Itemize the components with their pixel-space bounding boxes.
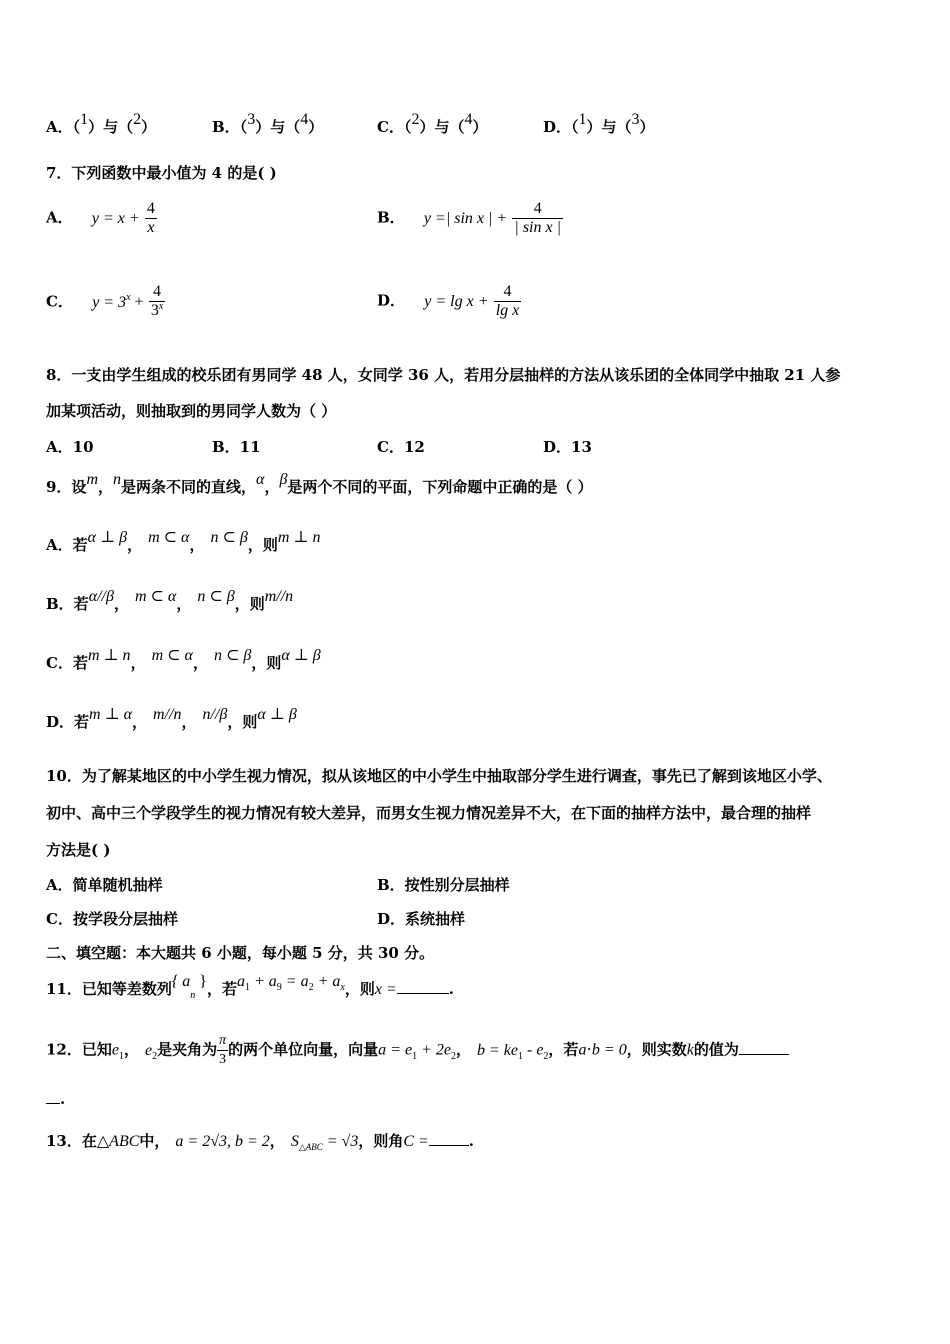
q6-option-c: C．（2）与（4）: [377, 111, 488, 136]
q6-option-b: B．（3）与（4）: [212, 111, 324, 136]
q7-option-c: C． $y = 3^x$ + $\frac{4}{3^x}$: [46, 283, 164, 319]
q10-option-a: A．简单随机抽样: [46, 876, 163, 894]
q10-line-3: 方法是( ): [46, 841, 111, 859]
q9-option-d: D．若m ⊥ α， m//n， n//β，则α ⊥ β: [46, 706, 297, 731]
q11: 11．已知等差数列{ $a_n$ }，若$a^1 + a^9 = a^2 + a^x$，则x = .: [46, 973, 454, 1001]
q9-option-a: A．若α ⊥ β， m ⊂ α， n ⊂ β，则m ⊥ n: [46, 529, 321, 554]
q8-option-d: D．13: [543, 438, 592, 456]
q8-option-b: B．11: [212, 438, 261, 456]
q9-option-c: C．若m ⊥ n， m ⊂ α， n ⊂ β，则α ⊥ β: [46, 647, 321, 672]
q6-option-a: A．（1）与（2）: [46, 111, 157, 136]
q10-line-1: 10．为了解某地区的中小学生视力情况，拟从该地区的中小学生中抽取部分学生进行调查，事先已了解到该地区小学、: [46, 767, 832, 785]
q12: 12．已知$e_1$， $e_2$是夹角为 $\frac{\pi}{3}$ 的两个单位向量，向量$a = e_1 + 2e_2$， $b = ke_1 - e_2$，若a⋅b = 0，则实数k的值为: [46, 1032, 789, 1069]
q10-line-2: 初中、高中三个学段学生的视力情况有较大差异，而男女生视力情况差异不大，在下面的抽样方法中，最合理的抽样: [46, 804, 812, 822]
q8-option-a: A．10: [46, 438, 94, 456]
q10-option-b: B．按性别分层抽样: [377, 876, 510, 894]
q7-option-d: D． y = lg x + $\frac{4}{\text{lg x}}$: [377, 283, 520, 319]
q7-option-a: A． y = x + $\frac{4}{x}$: [46, 200, 155, 236]
q8-option-c: C．12: [377, 438, 425, 456]
q13: 13．在△ABC中， a = 2√3, b = 2， $S_{\triangle ABC} = √3$，则角C = .: [46, 1132, 475, 1152]
q10-option-c: C．按学段分层抽样: [46, 910, 178, 928]
q9-stem: 9．设m，n是两条不同的直线，α，β是两个不同的平面，下列命题中正确的是（ ）: [46, 471, 593, 496]
q8-line-2: 加某项活动，则抽取到的男同学人数为（ ）: [46, 402, 337, 420]
section-2-heading: 二、填空题：本大题共 6 小题，每小题 5 分，共 30 分。: [46, 944, 435, 962]
q9-option-b: B．若α//β， m ⊂ α， n ⊂ β，则m//n: [46, 588, 294, 613]
q10-option-d: D．系统抽样: [377, 910, 466, 928]
q6-option-d: D．（1）与（3）: [543, 111, 655, 136]
q7-stem: 7．下列函数中最小值为 4 的是( ): [46, 164, 277, 182]
q8-line-1: 8．一支由学生组成的校乐团有男同学 48 人，女同学 36 人，若用分层抽样的方法从该乐团的全体同学中抽取 21 人参: [46, 366, 841, 384]
q12-tail: .: [46, 1090, 65, 1108]
q7-option-b: B． y =| sin x | + $\frac{4}{\text{| sin x |}}$: [377, 200, 561, 236]
